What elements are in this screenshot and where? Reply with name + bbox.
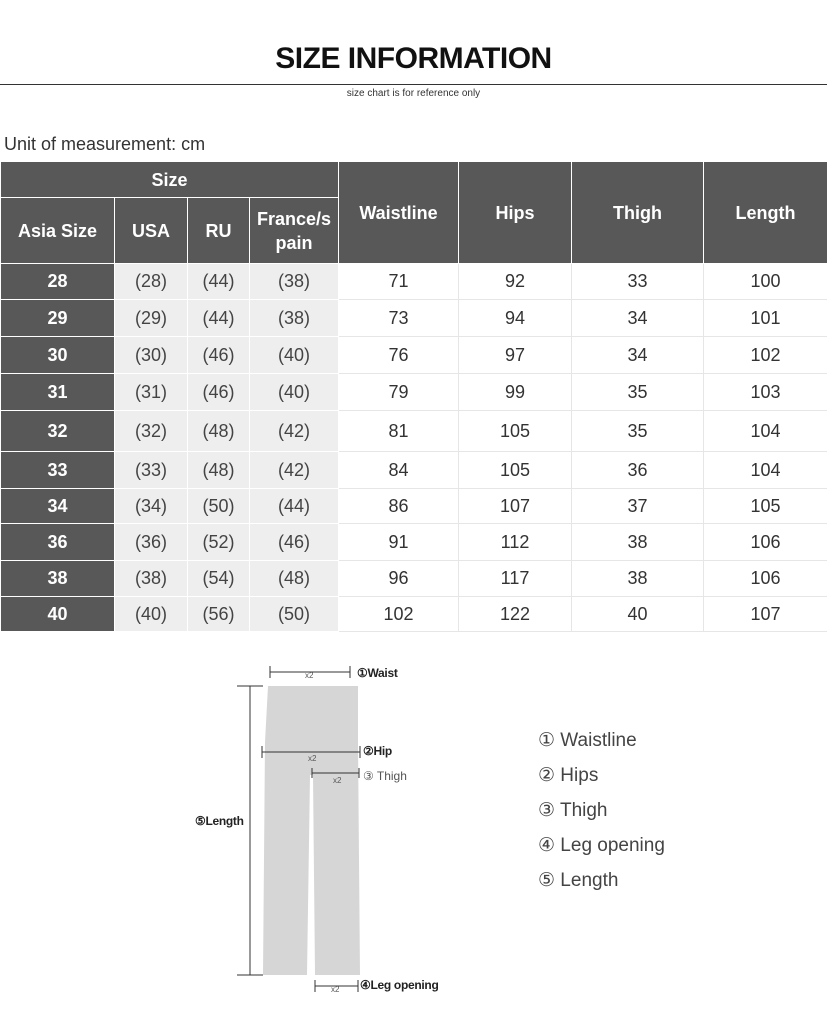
cell-thigh: 37 — [572, 489, 704, 524]
cell-usa: (40) — [115, 597, 188, 632]
waist-multiplier: x2 — [305, 671, 314, 680]
cell-usa: (31) — [115, 374, 188, 411]
header-hips: Hips — [459, 162, 572, 264]
cell-usa: (29) — [115, 300, 188, 337]
header-asia-size: Asia Size — [1, 198, 115, 264]
cell-thigh: 36 — [572, 452, 704, 489]
cell-waistline: 76 — [339, 337, 459, 374]
cell-thigh: 34 — [572, 300, 704, 337]
cell-thigh: 38 — [572, 561, 704, 597]
pants-diagram — [0, 650, 827, 1020]
legend-length: ⑤ Length — [538, 870, 619, 891]
cell-ru: (44) — [188, 264, 250, 300]
cell-waistline: 81 — [339, 411, 459, 452]
thigh-label: ③ Thigh — [363, 769, 407, 783]
leg-opening-label: ④Leg opening — [360, 978, 439, 992]
table-row — [1, 561, 827, 597]
cell-length: 105 — [704, 489, 827, 524]
leg-opening-multiplier: x2 — [331, 985, 340, 994]
cell-waistline: 79 — [339, 374, 459, 411]
table-row — [1, 264, 827, 300]
cell-france-spain: (48) — [250, 561, 339, 597]
hip-label: ②Hip — [363, 744, 392, 758]
cell-hips: 117 — [459, 561, 572, 597]
cell-hips: 99 — [459, 374, 572, 411]
cell-length: 100 — [704, 264, 827, 300]
cell-length: 106 — [704, 561, 827, 597]
cell-ru: (54) — [188, 561, 250, 597]
table-row — [1, 524, 827, 561]
cell-france-spain: (42) — [250, 452, 339, 489]
cell-thigh: 40 — [572, 597, 704, 632]
cell-thigh: 34 — [572, 337, 704, 374]
header-france-spain: France/s pain — [250, 198, 339, 264]
table-row — [1, 411, 827, 452]
header-waistline: Waistline — [339, 162, 459, 264]
cell-usa: (33) — [115, 452, 188, 489]
page-title: SIZE INFORMATION — [275, 42, 552, 75]
legend-thigh: ③ Thigh — [538, 800, 608, 821]
cell-length: 107 — [704, 597, 827, 632]
cell-usa: (36) — [115, 524, 188, 561]
size-table — [0, 161, 827, 632]
header-length: Length — [704, 162, 827, 264]
hip-multiplier: x2 — [308, 754, 317, 763]
cell-asia-size: 29 — [1, 300, 115, 337]
cell-france-spain: (50) — [250, 597, 339, 632]
cell-hips: 105 — [459, 411, 572, 452]
cell-hips: 94 — [459, 300, 572, 337]
cell-asia-size: 32 — [1, 411, 115, 452]
cell-length: 103 — [704, 374, 827, 411]
cell-thigh: 38 — [572, 524, 704, 561]
cell-france-spain: (40) — [250, 374, 339, 411]
cell-asia-size: 38 — [1, 561, 115, 597]
cell-usa: (38) — [115, 561, 188, 597]
cell-thigh: 35 — [572, 411, 704, 452]
cell-ru: (48) — [188, 452, 250, 489]
cell-length: 106 — [704, 524, 827, 561]
legend-leg-opening: ④ Leg opening — [538, 835, 665, 856]
title-divider — [0, 84, 827, 85]
table-row — [1, 452, 827, 489]
cell-ru: (44) — [188, 300, 250, 337]
cell-usa: (28) — [115, 264, 188, 300]
cell-ru: (46) — [188, 374, 250, 411]
length-label: ⑤Length — [195, 814, 244, 828]
cell-ru: (50) — [188, 489, 250, 524]
cell-waistline: 84 — [339, 452, 459, 489]
cell-france-spain: (44) — [250, 489, 339, 524]
cell-usa: (32) — [115, 411, 188, 452]
header-ru: RU — [188, 198, 250, 264]
cell-asia-size: 40 — [1, 597, 115, 632]
cell-length: 101 — [704, 300, 827, 337]
cell-asia-size: 34 — [1, 489, 115, 524]
waist-label: ①Waist — [357, 666, 398, 680]
thigh-multiplier: x2 — [333, 776, 342, 785]
cell-waistline: 86 — [339, 489, 459, 524]
table-row — [1, 300, 827, 337]
cell-ru: (56) — [188, 597, 250, 632]
cell-france-spain: (38) — [250, 300, 339, 337]
cell-waistline: 102 — [339, 597, 459, 632]
cell-waistline: 71 — [339, 264, 459, 300]
table-row — [1, 374, 827, 411]
cell-asia-size: 31 — [1, 374, 115, 411]
cell-hips: 107 — [459, 489, 572, 524]
cell-asia-size: 36 — [1, 524, 115, 561]
legend-hips: ② Hips — [538, 765, 599, 786]
table-row — [1, 597, 827, 632]
cell-hips: 122 — [459, 597, 572, 632]
cell-thigh: 33 — [572, 264, 704, 300]
table-row — [1, 489, 827, 524]
size-group-header: Size — [1, 162, 339, 198]
unit-note: Unit of measurement: cm — [4, 134, 206, 154]
pants-illustration — [0, 650, 827, 1020]
cell-france-spain: (46) — [250, 524, 339, 561]
cell-length: 102 — [704, 337, 827, 374]
page-subtitle: size chart is for reference only — [346, 88, 481, 99]
header-thigh: Thigh — [572, 162, 704, 264]
size-table-body — [1, 264, 827, 632]
cell-france-spain: (40) — [250, 337, 339, 374]
cell-ru: (52) — [188, 524, 250, 561]
legend-waistline: ① Waistline — [538, 730, 637, 751]
cell-ru: (46) — [188, 337, 250, 374]
cell-waistline: 96 — [339, 561, 459, 597]
cell-france-spain: (38) — [250, 264, 339, 300]
cell-hips: 92 — [459, 264, 572, 300]
cell-france-spain: (42) — [250, 411, 339, 452]
cell-hips: 112 — [459, 524, 572, 561]
cell-asia-size: 28 — [1, 264, 115, 300]
cell-hips: 105 — [459, 452, 572, 489]
cell-hips: 97 — [459, 337, 572, 374]
cell-ru: (48) — [188, 411, 250, 452]
header-usa: USA — [115, 198, 188, 264]
cell-waistline: 73 — [339, 300, 459, 337]
table-row — [1, 337, 827, 374]
cell-usa: (34) — [115, 489, 188, 524]
cell-waistline: 91 — [339, 524, 459, 561]
cell-asia-size: 33 — [1, 452, 115, 489]
cell-length: 104 — [704, 411, 827, 452]
cell-usa: (30) — [115, 337, 188, 374]
cell-length: 104 — [704, 452, 827, 489]
measurement-legend — [538, 728, 665, 903]
cell-asia-size: 30 — [1, 337, 115, 374]
cell-thigh: 35 — [572, 374, 704, 411]
